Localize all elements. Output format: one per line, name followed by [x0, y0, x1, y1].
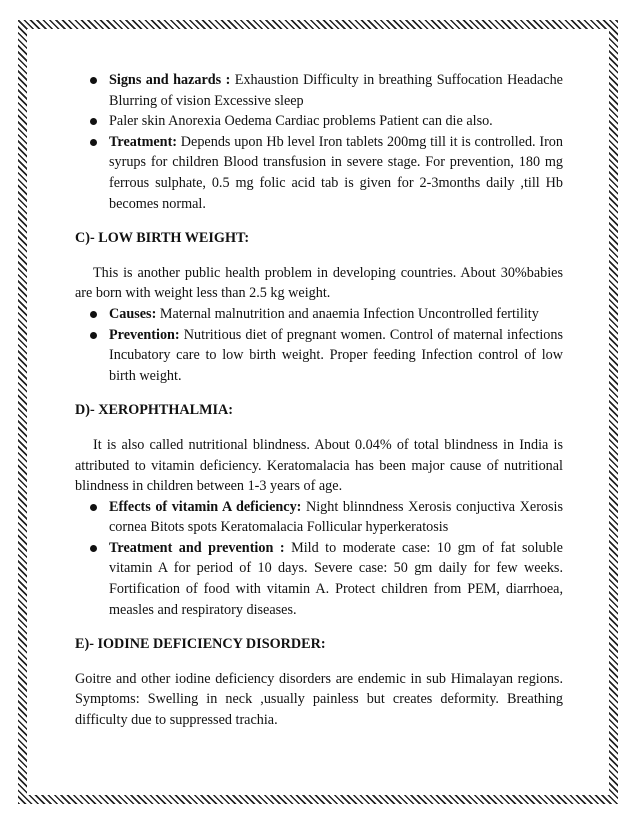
bullet-text: Night blinndness Xerosis conjuctiva Xerosis cornea Bitots spots Keratomalacia Follicular hyperkeratosis	[109, 498, 564, 536]
section-paragraph: It is also called nutritional blindness. About 0.04% of total blindness in India is attributed to vitamin deficiency. Keratomalacia has been major cause of nutritional blindness in children between 1-3 years of age.	[75, 436, 563, 495]
section-heading-xerophthalmia: D)- XEROPHTHALMIA:	[75, 402, 234, 419]
list-item	[109, 538, 563, 620]
page-content	[75, 70, 563, 731]
list-item	[109, 132, 563, 214]
section-heading-iodine-deficiency: E)- IODINE DEFICIENCY DISORDER:	[75, 636, 326, 653]
low-birth-weight-bullet-list	[75, 304, 563, 386]
bullet-text: Mild to moderate case: 10 gm of fat soluble vitamin A for period of 10 days. Severe case: 50 gm daily for few weeks. Fortification of food with vitamin A. Protect children from PEM, diarrhoea, measles and respiratory diseases.	[109, 539, 563, 618]
bullet-label: Signs and hazards :	[109, 72, 231, 88]
bullet-label: Prevention:	[109, 326, 180, 343]
bullet-text: Maternal malnutrition and anaemia Infection Uncontrolled fertility	[156, 305, 539, 322]
bullet-text: Nutritious diet of pregnant women. Control of maternal infections Incubatory care to low birth weight. Proper feeding Infection control of low birth weight.	[109, 326, 563, 384]
bullet-text: Depends upon Hb level Iron tablets 200mg till it is controlled. Iron syrups for children Blood transfusion in severe stage. For prevention, 180 mg ferrous sulphate, 0.5 mg folic acid tab is given for 2-3months daily ,till Hb becomes normal.	[109, 133, 563, 212]
list-item	[109, 304, 563, 325]
list-item	[109, 111, 563, 132]
list-item	[109, 325, 563, 387]
bullet-label: Treatment:	[109, 133, 178, 150]
list-item	[109, 70, 563, 111]
list-item	[109, 497, 563, 538]
bullet-label: Effects of vitamin A deficiency:	[109, 498, 302, 515]
bullet-label: Causes:	[109, 305, 157, 322]
section-paragraph: This is another public health problem in developing countries. About 30%babies are born with weight less than 2.5 kg weight.	[75, 264, 563, 302]
intro-bullet-list	[75, 70, 563, 214]
bullet-text: Paler skin Anorexia Oedema Cardiac problems Patient can die also.	[109, 113, 493, 130]
xerophthalmia-bullet-list	[75, 497, 563, 621]
section-paragraph: Goitre and other iodine deficiency disorders are endemic in sub Himalayan regions. Symptoms: Swelling in neck ,usually painless but creates deformity. Breathing difficulty due to suppressed trachia.	[75, 670, 563, 729]
bullet-text: Exhaustion Difficulty in breathing Suffocation Headache Blurring of vision Excessive sleep	[109, 72, 563, 109]
bullet-label: Treatment and prevention :	[109, 539, 285, 556]
section-heading-low-birth-weight: C)- LOW BIRTH WEIGHT:	[75, 230, 250, 247]
